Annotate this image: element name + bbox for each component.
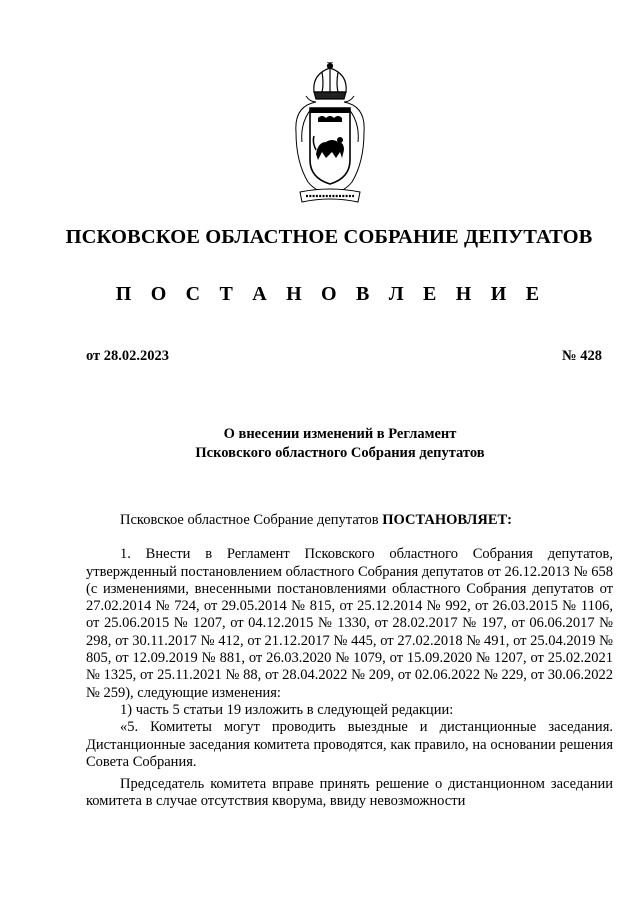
document-date: от 28.02.2023 bbox=[86, 348, 170, 364]
document-number: № 428 bbox=[562, 348, 602, 364]
paragraph-3: «5. Комитеты могут проводить выездные и дистанционные заседания. Дистанционные заседания комитета проводятся, как правило, на основании решения Совета Собрания. bbox=[86, 719, 613, 770]
organization-title: ПСКОВСКОЕ ОБЛАСТНОЕ СОБРАНИЕ ДЕПУТАТОВ bbox=[65, 226, 593, 248]
resolution-intro bbox=[86, 512, 613, 529]
intro-bold: ПОСТАНОВЛЯЕТ: bbox=[382, 512, 512, 528]
subject-line-2: Псковского областного Собрания депутатов bbox=[195, 445, 485, 461]
coat-of-arms-icon bbox=[286, 62, 374, 210]
document-type-heading: П О С Т А Н О В Л Е Н И Е bbox=[115, 283, 547, 305]
document-subject bbox=[0, 425, 640, 463]
subject-line-1: О внесении изменений в Регламент bbox=[223, 426, 457, 442]
paragraph-2: 1) часть 5 статьи 19 изложить в следующей редакции: bbox=[120, 701, 454, 718]
intro-text: Псковское областное Собрание депутатов bbox=[120, 512, 383, 528]
paragraph-4: Председатель комитета вправе принять решение о дистанционном заседании комитета в случае отсутствия кворума, ввиду невозможности bbox=[86, 776, 613, 810]
paragraph-1: 1. Внести в Регламент Псковского областного Собрания депутатов, утвержденный постановлением областного Собрания депутатов от 26.12.2013 № 658 (с изменениями, внесенными постановлениями областного Собрания депутатов от 27.02.2014 № 724, от 29.05.2014 № 815, от 25.12.2014 № 992, от 26.03.2015 № 1106, от 25.06.2015 № 1207, от 04.12.2015 № 1330, от 28.02.2017 № 197, от 06.06.2017 № 298, от 30.11.2017 № 412, от 21.12.2017 № 445, от 27.02.2018 № 491, от 25.04.2019 № 805, от 12.09.2019 № 881, от 26.03.2020 № 1079, от 15.09.2020 № 1207, от 25.02.2021 № 1325, от 25.11.2021 № 88, от 28.04.2022 № 209, от 02.06.2022 № 229, от 30.06.2022 № 259), следующие изменения: bbox=[86, 546, 613, 701]
document-body bbox=[86, 512, 613, 811]
